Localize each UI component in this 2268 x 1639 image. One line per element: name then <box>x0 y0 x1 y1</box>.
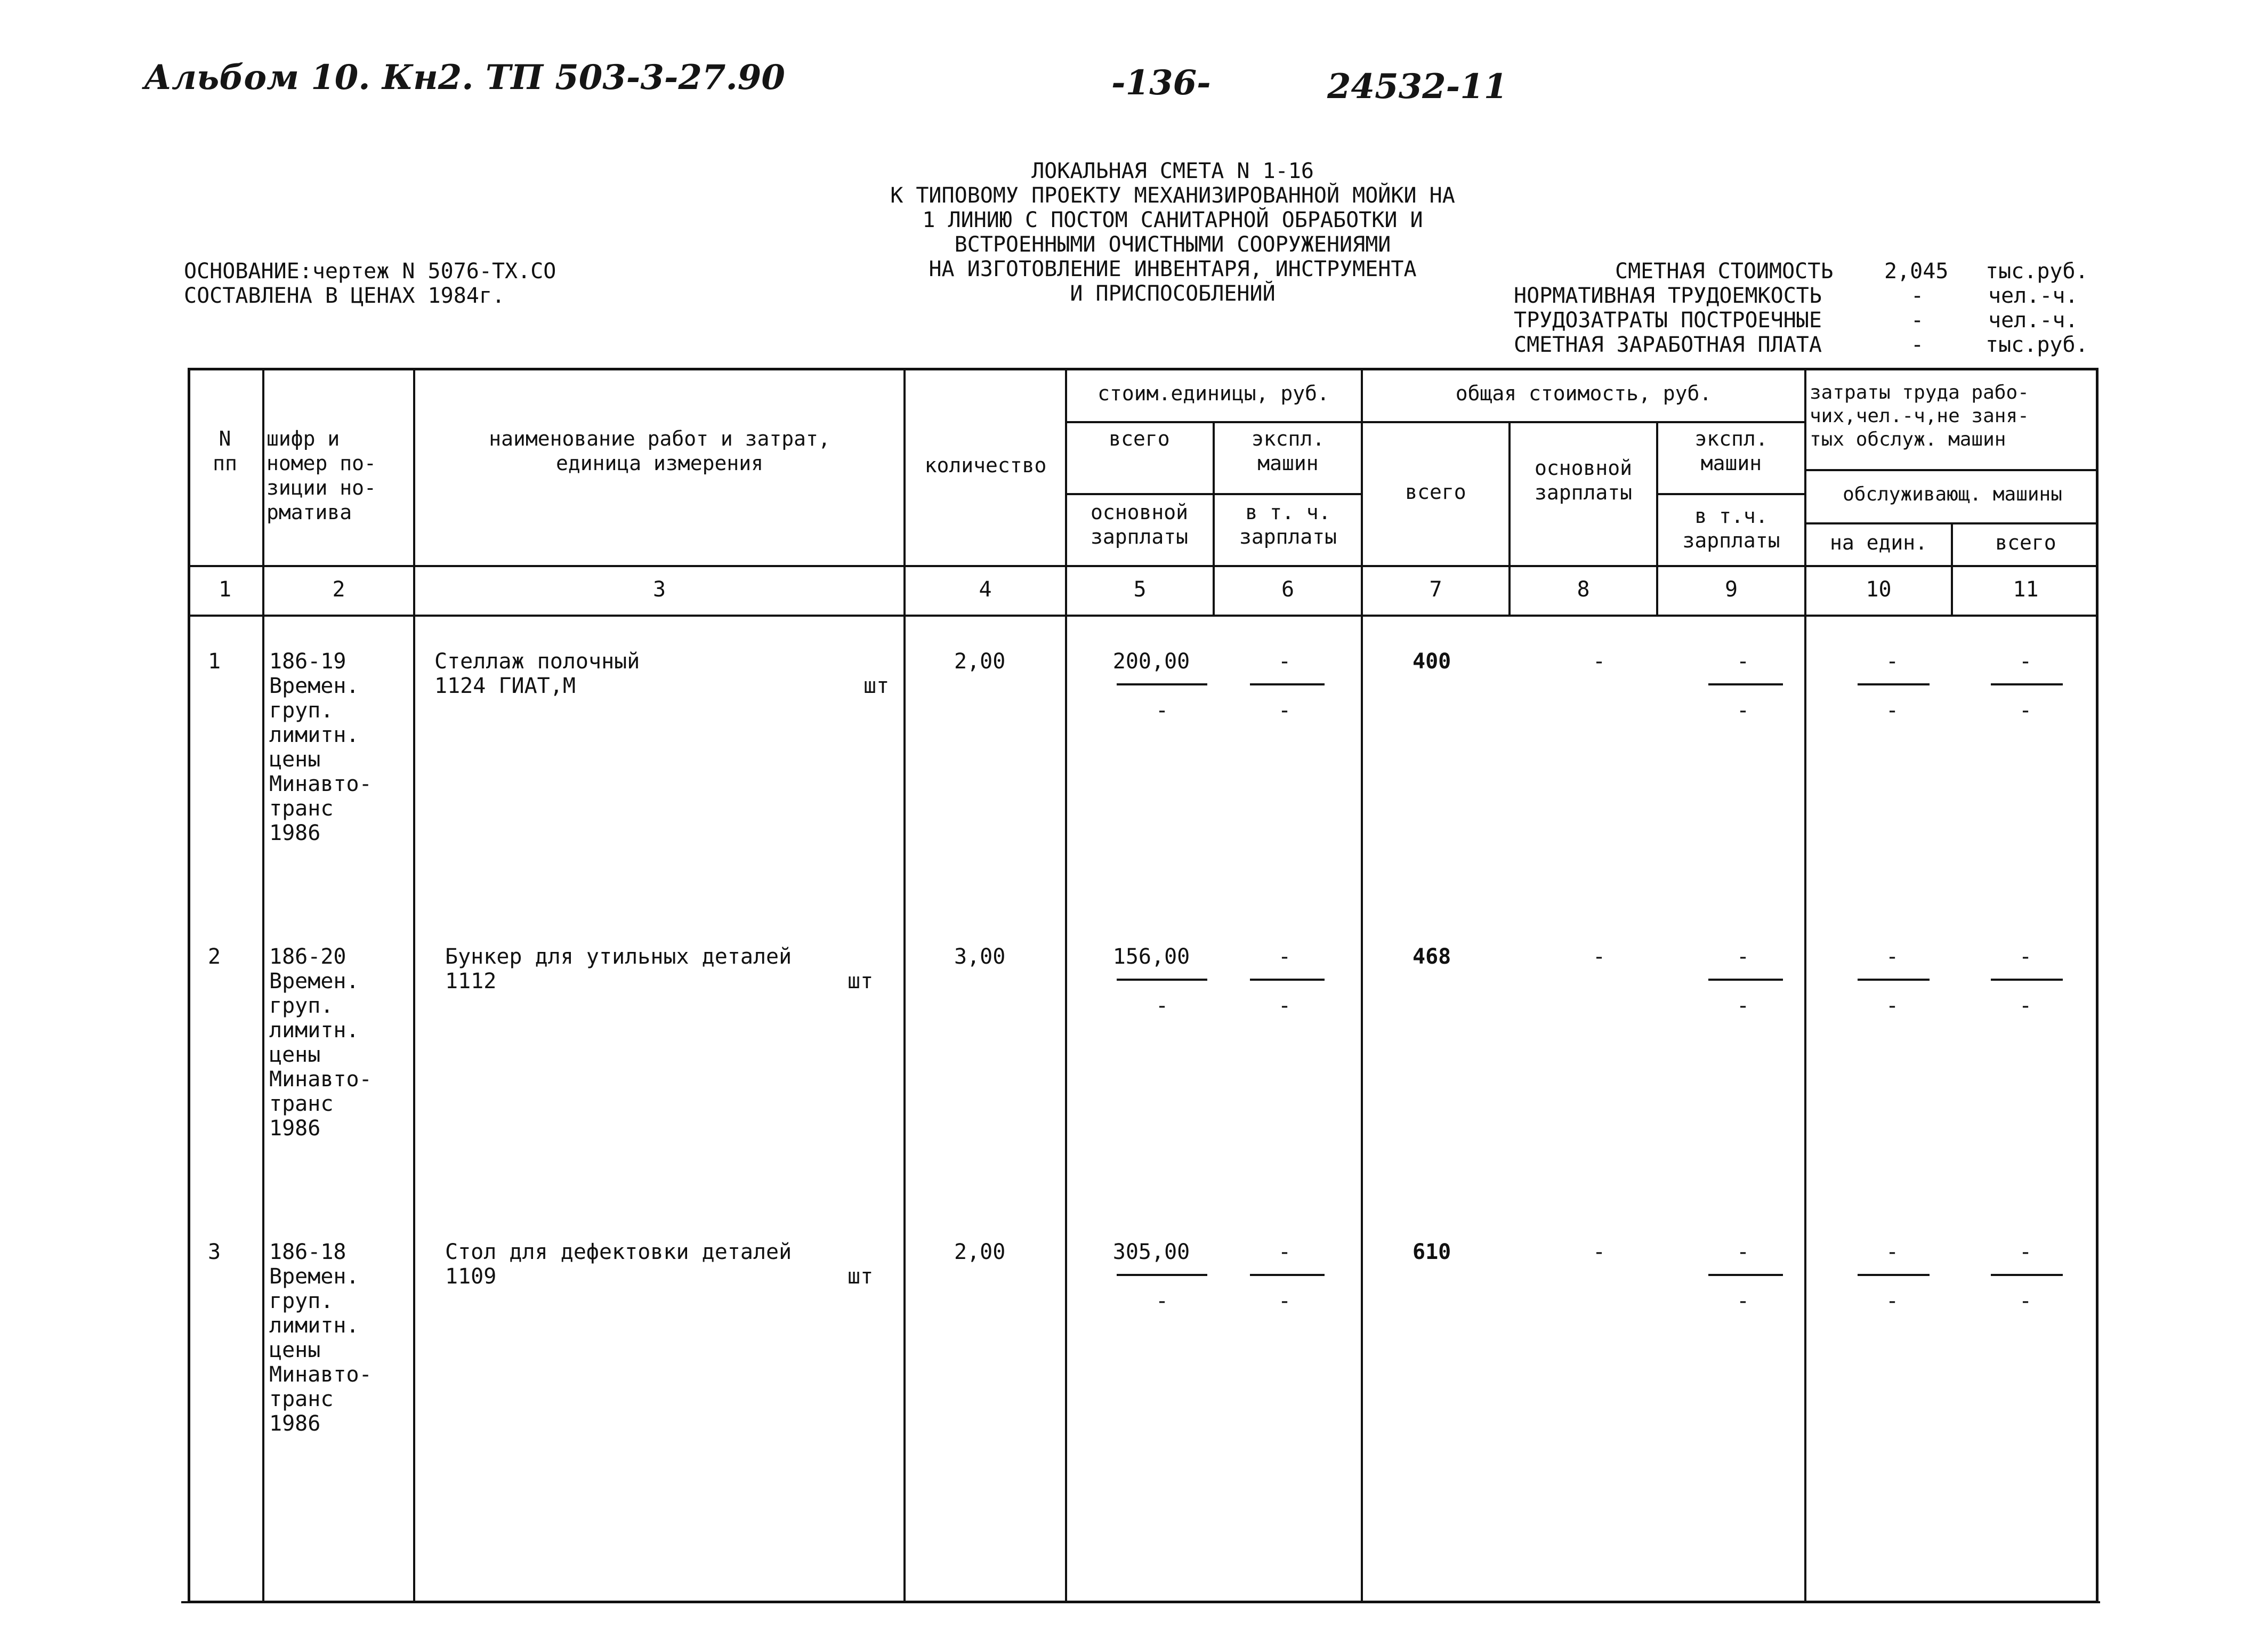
column-number: 7 <box>1429 577 1442 602</box>
column-number: 5 <box>1133 577 1147 602</box>
row-machine: - <box>1278 944 1292 969</box>
fraction-line <box>1117 1274 1207 1276</box>
header-labor-per-unit: на един. <box>1829 531 1928 554</box>
row-unit: шт <box>848 969 874 994</box>
header-quantity: количество <box>924 454 1047 477</box>
row-code: 186-20 Времен. груп. лимитн. цены Минавто- транс 1986 <box>269 944 372 1141</box>
fraction-line <box>1117 683 1207 685</box>
header-unit-machine-salary: в т. ч. зарплаты <box>1239 500 1337 548</box>
fraction-line <box>1708 1274 1783 1276</box>
header-name: наименование работ и затрат, единица измерения <box>489 427 830 475</box>
column-divider <box>413 368 415 1603</box>
fraction-line <box>1991 979 2063 981</box>
row-total-salary: - <box>1592 944 1606 969</box>
header-unit-cost: стоим.единицы, руб. <box>1097 382 1329 405</box>
summary-value: - <box>1911 308 1924 333</box>
summary-label: ТРУДОЗАТРАТЫ ПОСТРОЕЧНЫЕ <box>1514 308 1822 333</box>
column-number: 4 <box>979 577 992 602</box>
number-row-line <box>188 615 2098 617</box>
title-line: ЛОКАЛЬНАЯ СМЕТА N 1-16 <box>1031 159 1314 183</box>
page-number: -136- <box>1111 63 1211 103</box>
row-labor-total: - <box>2019 944 2032 969</box>
row-labor-unit: - <box>1885 1240 1899 1264</box>
row-quantity: 2,00 <box>954 1240 1006 1264</box>
fraction-line <box>1708 683 1783 685</box>
header-labor: затраты труда рабо- чих,чел.-ч,не заня- тых обслуж. машин <box>1810 382 2029 450</box>
row-labor-unit: - <box>1885 944 1899 969</box>
row-total-machine: - <box>1736 1240 1750 1264</box>
summary-label: СМЕТНАЯ СТОИМОСТЬ <box>1615 259 1834 284</box>
row-code: 186-18 Времен. груп. лимитн. цены Минавто- транс 1986 <box>269 1240 372 1436</box>
header-divider <box>1804 469 2098 471</box>
row-total: 400 <box>1413 649 1451 674</box>
header-divider <box>1065 493 1362 495</box>
document-code: 24532-11 <box>1327 67 1508 107</box>
fraction-line <box>1991 1274 2063 1276</box>
summary-value: - <box>1911 333 1924 357</box>
summary-label: НОРМАТИВНАЯ ТРУДОЕМКОСТЬ <box>1514 284 1822 308</box>
column-number: 10 <box>1866 577 1892 602</box>
row-name: Стол для дефектовки деталей 1109 <box>445 1240 792 1289</box>
row-unit: шт <box>863 674 890 698</box>
summary-value: 2,045 <box>1884 259 1949 284</box>
row-labor-unit-service: - <box>1885 994 1899 1018</box>
row-unit: шт <box>848 1264 874 1289</box>
row-labor-unit: - <box>1885 649 1899 674</box>
summary-label: СМЕТНАЯ ЗАРАБОТНАЯ ПЛАТА <box>1514 333 1822 357</box>
fraction-line <box>1991 683 2063 685</box>
row-total-machine: - <box>1736 944 1750 969</box>
summary-unit: чел.-ч. <box>1988 308 2078 333</box>
table-bottom-edge <box>181 1601 2100 1603</box>
header-unit-machine: экспл. машин <box>1251 427 1325 475</box>
header-total-machine: экспл. машин <box>1694 427 1768 475</box>
title-line: ВСТРОЕННЫМИ ОЧИСТНЫМИ СООРУЖЕНИЯМИ <box>954 232 1391 257</box>
row-code: 186-19 Времен. груп. лимитн. цены Минавто- транс 1986 <box>269 649 372 845</box>
row-labor-total: - <box>2019 649 2032 674</box>
row-labor-total-service: - <box>2019 1289 2032 1313</box>
fraction-line <box>1858 979 1930 981</box>
row-total-salary: - <box>1592 649 1606 674</box>
row-total-salary: - <box>1592 1240 1606 1264</box>
title-line: 1 ЛИНИЮ С ПОСТОМ САНИТАРНОЙ ОБРАБОТКИ И <box>922 208 1423 232</box>
summary-unit: тыс.руб. <box>1985 333 2088 357</box>
row-name: Бункер для утильных деталей 1112 <box>445 944 792 994</box>
row-labor-total-service: - <box>2019 698 2032 723</box>
row-machine-salary: - <box>1278 1289 1292 1313</box>
header-divider <box>1065 421 1804 423</box>
header-total-salary: основной зарплаты <box>1534 456 1633 504</box>
fraction-line <box>1708 979 1783 981</box>
summary-unit: чел.-ч. <box>1988 284 2078 308</box>
column-number: 8 <box>1577 577 1590 602</box>
header-labor-service: обслуживающ. машины <box>1843 483 2062 505</box>
fraction-line <box>1858 1274 1930 1276</box>
row-unit-cost: 200,00 <box>1112 649 1190 674</box>
row-unit-salary: - <box>1155 698 1169 723</box>
row-name: Стеллаж полочный 1124 ГИАТ,М <box>434 649 640 698</box>
header-n: N пп <box>213 427 237 475</box>
column-number: 11 <box>2013 577 2039 602</box>
row-total-machine-salary: - <box>1736 1289 1750 1313</box>
row-machine-salary: - <box>1278 994 1292 1018</box>
header-code: шифр и номер по- зиции но- рматива <box>267 427 376 524</box>
column-number: 9 <box>1724 577 1738 602</box>
fraction-line <box>1250 683 1325 685</box>
column-number: 1 <box>218 577 232 602</box>
header-unit-salary: основной зарплаты <box>1090 500 1189 548</box>
header-total-machine-salary: в т.ч. зарплаты <box>1682 504 1780 552</box>
row-total-machine-salary: - <box>1736 698 1750 723</box>
header-divider <box>1804 522 2098 524</box>
fraction-line <box>1250 1274 1325 1276</box>
column-divider <box>1065 368 1067 1603</box>
row-total: 468 <box>1413 944 1451 969</box>
header-divider <box>1656 493 1805 495</box>
row-unit-salary: - <box>1155 1289 1169 1313</box>
row-machine: - <box>1278 1240 1292 1264</box>
column-divider <box>903 368 906 1603</box>
row-number: 3 <box>208 1240 221 1264</box>
title-line: К ТИПОВОМУ ПРОЕКТУ МЕХАНИЗИРОВАННОЙ МОЙКИ НА <box>890 183 1455 208</box>
row-number: 1 <box>208 649 221 674</box>
fraction-line <box>1117 979 1207 981</box>
title-line: НА ИЗГОТОВЛЕНИЕ ИНВЕНТАРЯ, ИНСТРУМЕНТА <box>929 257 1417 281</box>
row-labor-total-service: - <box>2019 994 2032 1018</box>
prices-year-text: СОСТАВЛЕНА В ЦЕНАХ 1984г. <box>184 284 505 308</box>
basis-text: ОСНОВАНИЕ:чертеж N 5076-ТХ.СО <box>184 259 556 284</box>
summary-unit: тыс.руб. <box>1985 259 2088 284</box>
header-bottom-line <box>188 565 2098 567</box>
header-total-cost: общая стоимость, руб. <box>1455 382 1712 405</box>
column-divider <box>1361 368 1363 1603</box>
row-quantity: 2,00 <box>954 649 1006 674</box>
row-total-machine: - <box>1736 649 1750 674</box>
row-machine-salary: - <box>1278 698 1292 723</box>
fraction-line <box>1250 979 1325 981</box>
row-labor-unit-service: - <box>1885 698 1899 723</box>
row-quantity: 3,00 <box>954 944 1006 969</box>
header-labor-total: всего <box>1995 531 2056 554</box>
column-number: 3 <box>652 577 666 602</box>
column-divider <box>262 368 264 1603</box>
row-labor-total: - <box>2019 1240 2032 1264</box>
row-unit-cost: 305,00 <box>1112 1240 1190 1264</box>
album-handwriting: Альбом 10. Кн2. ТП 503-3-27.90 <box>144 58 785 98</box>
summary-value: - <box>1911 284 1924 308</box>
column-number: 2 <box>332 577 345 602</box>
header-unit-total: всего <box>1109 427 1170 450</box>
row-number: 2 <box>208 944 221 969</box>
fraction-line <box>1858 683 1930 685</box>
title-line: И ПРИСПОСОБЛЕНИЙ <box>1070 281 1276 306</box>
row-total-machine-salary: - <box>1736 994 1750 1018</box>
row-unit-cost: 156,00 <box>1112 944 1190 969</box>
row-labor-unit-service: - <box>1885 1289 1899 1313</box>
row-machine: - <box>1278 649 1292 674</box>
row-unit-salary: - <box>1155 994 1169 1018</box>
column-number: 6 <box>1281 577 1295 602</box>
row-total: 610 <box>1413 1240 1451 1264</box>
header-total-all: всего <box>1405 480 1466 504</box>
